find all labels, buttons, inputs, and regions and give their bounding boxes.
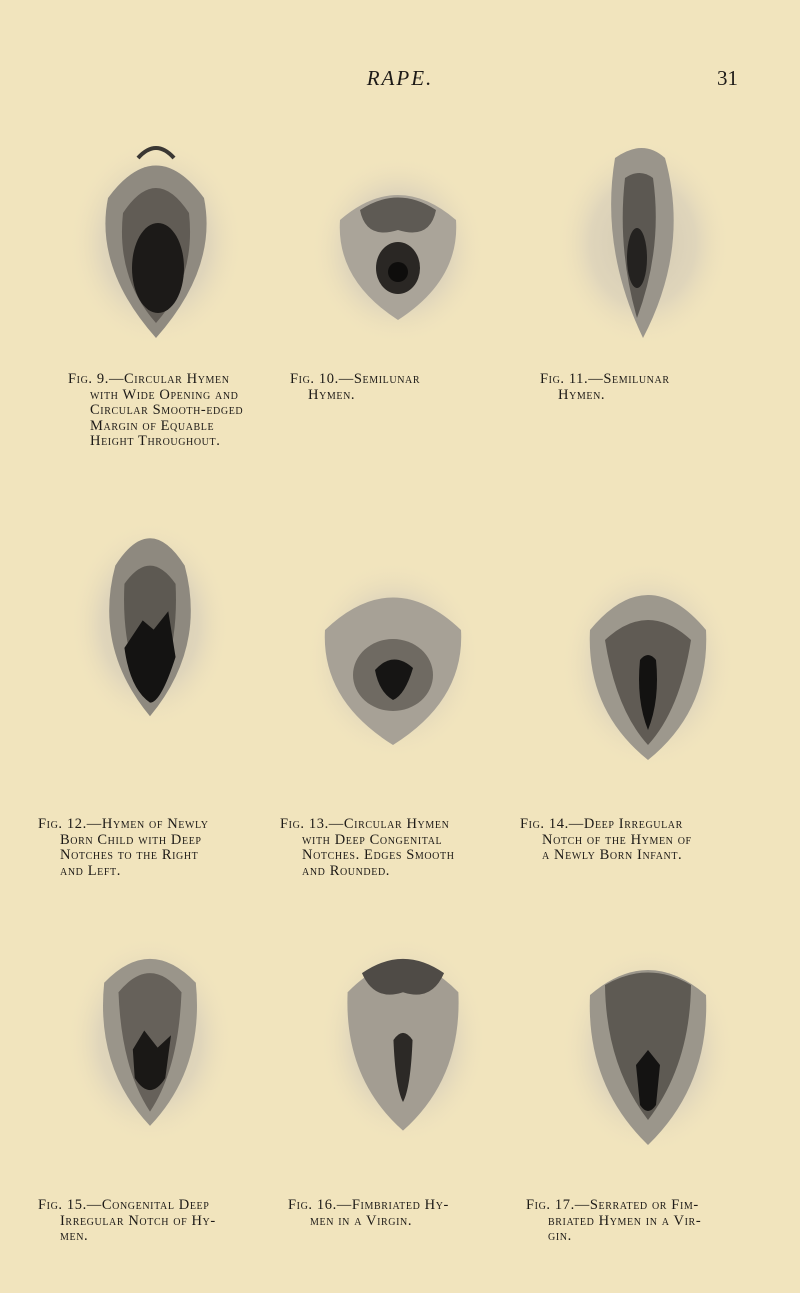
caption-figure-15	[38, 1198, 264, 1245]
caption-figure-9	[68, 372, 264, 450]
caption-line: Circular Smooth-edged	[90, 402, 244, 418]
page-number: 31	[717, 66, 738, 90]
caption-line: Hymen.	[558, 386, 606, 403]
caption-line: Fig. 15.—Congenital Deep	[38, 1197, 210, 1213]
caption-line: Fig. 17.—Serrated or Fim-	[526, 1197, 699, 1213]
caption-line: and Rounded.	[302, 862, 391, 879]
plate-figure-17	[560, 945, 736, 1155]
caption-line: Fig. 9.—Circular Hymen	[68, 371, 230, 387]
caption-figure-13	[280, 817, 510, 879]
caption-line: a Newly Born Infant.	[542, 847, 683, 863]
caption-line: with Wide Opening and	[90, 386, 239, 403]
plate-figure-9	[68, 138, 244, 348]
caption-line: Notches to the Right	[60, 847, 199, 863]
caption-figure-10	[290, 372, 470, 403]
caption-line: and Left.	[60, 862, 121, 879]
caption-figure-11	[540, 372, 730, 403]
caption-figure-16	[288, 1198, 512, 1229]
caption-figure-12	[38, 817, 262, 879]
caption-line: men in a Virgin.	[310, 1212, 413, 1229]
plate-figure-11	[555, 138, 731, 348]
plate-figure-13	[305, 555, 481, 765]
caption-line: Height Throughout.	[90, 433, 221, 449]
caption-line: Fig. 16.—Fimbriated Hy-	[288, 1197, 449, 1213]
caption-line: Notches. Edges Smooth	[302, 847, 455, 863]
caption-line: Hymen.	[308, 386, 356, 403]
caption-line: Notch of the Hymen of	[542, 831, 692, 848]
plate-figure-16	[315, 935, 491, 1145]
caption-line: Fig. 10.—Semilunar	[290, 371, 421, 387]
caption-line: men.	[60, 1228, 89, 1244]
caption-line: gin.	[548, 1228, 572, 1244]
running-title: RAPE.	[366, 66, 434, 90]
caption-line: Born Child with Deep	[60, 831, 202, 848]
caption-figure-14	[520, 817, 760, 864]
plate-figure-15	[62, 935, 238, 1145]
caption-line: briated Hymen in a Vir-	[548, 1212, 702, 1229]
caption-line: Margin of Equable	[90, 417, 215, 434]
page-header	[0, 66, 800, 96]
caption-line: Fig. 13.—Circular Hymen	[280, 816, 450, 832]
caption-line: Fig. 12.—Hymen of Newly	[38, 816, 209, 832]
caption-figure-17	[526, 1198, 766, 1245]
caption-line: Irregular Notch of Hy-	[60, 1212, 216, 1229]
caption-line: Fig. 11.—Semilunar	[540, 371, 670, 387]
plate-figure-12	[62, 520, 238, 730]
caption-line: Fig. 14.—Deep Irregular	[520, 816, 683, 832]
plate-figure-14	[560, 560, 736, 770]
caption-line: with Deep Congenital	[302, 831, 443, 848]
plate-figure-10	[310, 150, 486, 360]
